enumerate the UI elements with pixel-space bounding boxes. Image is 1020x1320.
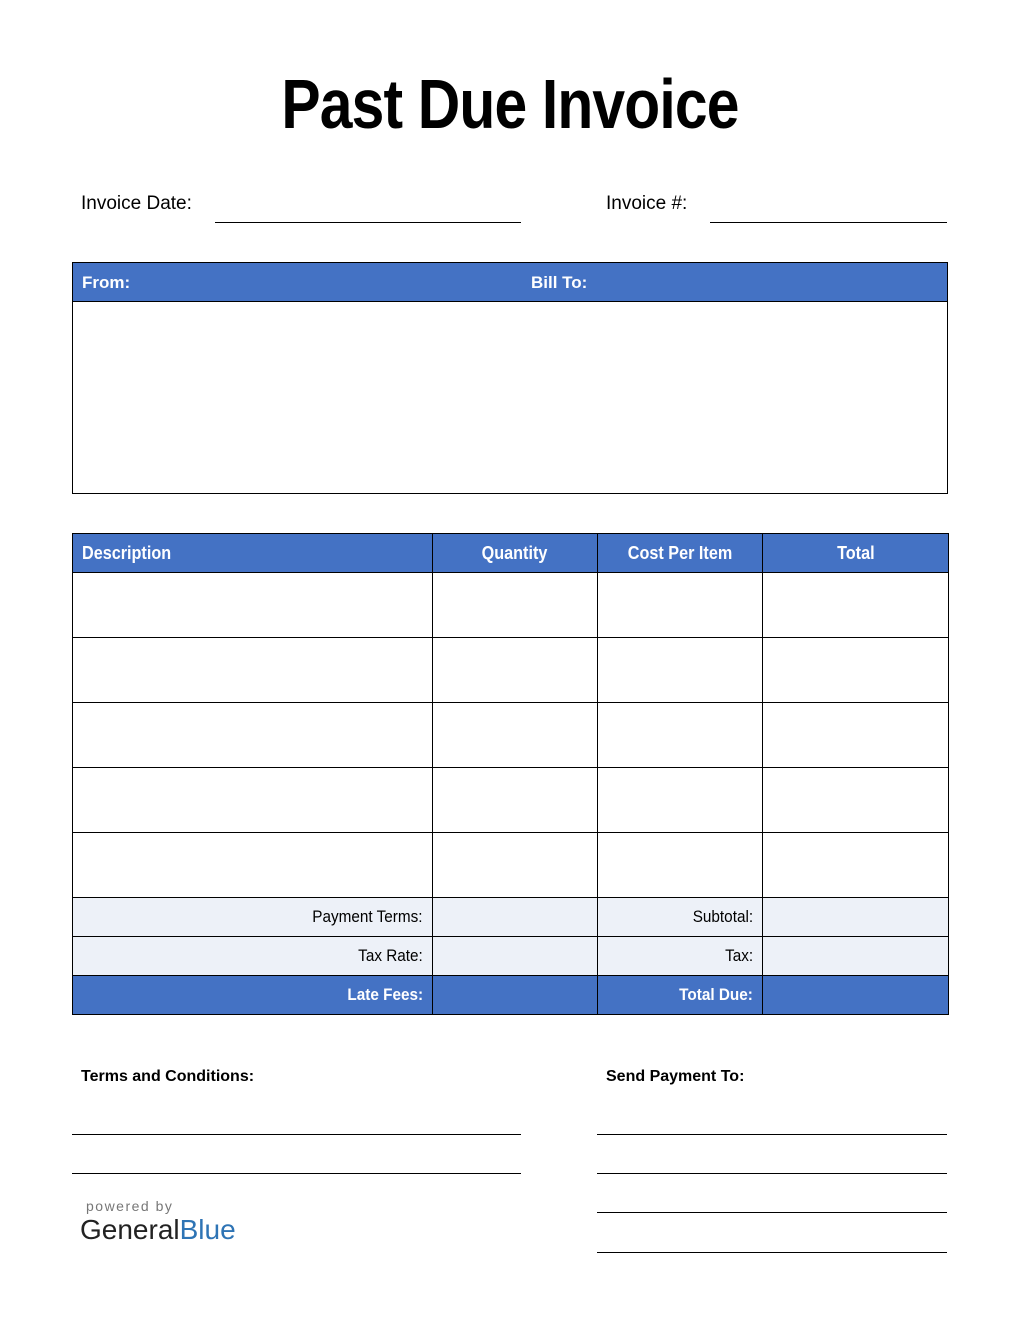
column-header-cost-per-item: Cost Per Item	[598, 534, 763, 573]
document-title: Past Due Invoice	[281, 65, 739, 143]
quantity-cell[interactable]	[433, 833, 598, 898]
table-row	[73, 573, 949, 638]
brand-general: General	[80, 1214, 180, 1245]
column-header-total: Total	[763, 534, 949, 573]
total-cell[interactable]	[763, 833, 949, 898]
send-payment-line[interactable]	[597, 1173, 947, 1174]
cost-per-item-cell[interactable]	[598, 573, 763, 638]
tax-value[interactable]	[763, 937, 949, 976]
cost-per-item-cell[interactable]	[598, 833, 763, 898]
send-payment-line[interactable]	[597, 1252, 947, 1253]
send-payment-line[interactable]	[597, 1134, 947, 1135]
invoice-number-label: Invoice #:	[606, 193, 688, 214]
total-due-value[interactable]	[763, 976, 949, 1015]
summary-row-payment-terms	[73, 898, 949, 937]
quantity-cell[interactable]	[433, 768, 598, 833]
subtotal-label: Subtotal:	[598, 898, 763, 937]
terms-line[interactable]	[72, 1173, 521, 1174]
total-cell[interactable]	[763, 638, 949, 703]
table-row	[73, 703, 949, 768]
brand-blue: Blue	[179, 1214, 236, 1245]
quantity-cell[interactable]	[433, 638, 598, 703]
summary-row-total-due	[73, 976, 949, 1015]
quantity-cell[interactable]	[433, 573, 598, 638]
from-field[interactable]	[73, 302, 510, 493]
payment-terms-value[interactable]	[433, 898, 598, 937]
late-fees-value[interactable]	[433, 976, 598, 1015]
items-table	[72, 533, 949, 1015]
description-cell[interactable]	[73, 768, 433, 833]
from-label: From:	[82, 273, 131, 292]
description-cell[interactable]	[73, 638, 433, 703]
address-box-header	[73, 263, 947, 302]
tax-rate-value[interactable]	[433, 937, 598, 976]
cost-per-item-cell[interactable]	[598, 703, 763, 768]
terms-line[interactable]	[72, 1134, 521, 1135]
cost-per-item-cell[interactable]	[598, 638, 763, 703]
address-box	[72, 262, 948, 494]
invoice-date-label: Invoice Date:	[81, 193, 192, 214]
table-row	[73, 768, 949, 833]
items-header-row	[73, 534, 949, 573]
invoice-date-field[interactable]	[215, 222, 521, 223]
total-cell[interactable]	[763, 573, 949, 638]
send-payment-to-label: Send Payment To:	[606, 1068, 745, 1085]
tax-rate-label: Tax Rate:	[73, 937, 433, 976]
powered-by-text: powered by	[86, 1198, 174, 1214]
summary-row-tax	[73, 937, 949, 976]
description-cell[interactable]	[73, 703, 433, 768]
send-payment-line[interactable]	[597, 1212, 947, 1213]
late-fees-label: Late Fees:	[73, 976, 433, 1015]
payment-terms-label: Payment Terms:	[73, 898, 433, 937]
total-cell[interactable]	[763, 703, 949, 768]
bill-to-label: Bill To:	[531, 273, 588, 292]
description-cell[interactable]	[73, 573, 433, 638]
column-header-description: Description	[73, 534, 433, 573]
tax-label: Tax:	[598, 937, 763, 976]
cost-per-item-cell[interactable]	[598, 768, 763, 833]
total-cell[interactable]	[763, 768, 949, 833]
total-due-label: Total Due:	[598, 976, 763, 1015]
column-header-quantity: Quantity	[433, 534, 598, 573]
quantity-cell[interactable]	[433, 703, 598, 768]
subtotal-value[interactable]	[763, 898, 949, 937]
table-row	[73, 833, 949, 898]
invoice-number-field[interactable]	[710, 222, 947, 223]
description-cell[interactable]	[73, 833, 433, 898]
generalblue-logo	[80, 1214, 236, 1246]
table-row	[73, 638, 949, 703]
bill-to-field[interactable]	[510, 302, 947, 493]
terms-and-conditions-label: Terms and Conditions:	[81, 1068, 255, 1085]
